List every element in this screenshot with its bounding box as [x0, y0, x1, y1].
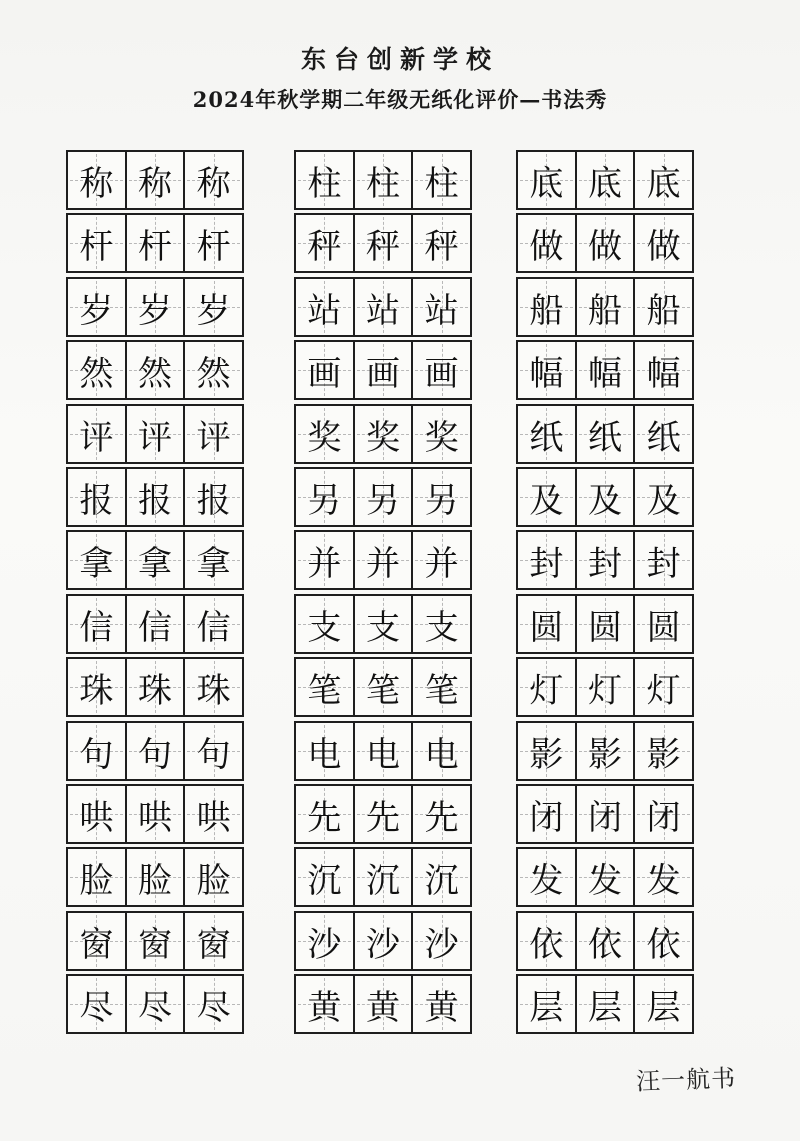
- written-character: 珠: [79, 670, 114, 711]
- written-character: 发: [529, 860, 564, 901]
- practice-cell: [296, 279, 355, 335]
- practice-row: [294, 467, 472, 527]
- written-character: 哄: [79, 797, 114, 838]
- written-character: 黄: [424, 987, 459, 1028]
- practice-row: [516, 911, 694, 971]
- written-character: 秤: [307, 226, 342, 267]
- practice-row: [66, 721, 244, 781]
- written-character: 报: [79, 480, 114, 521]
- written-character: 黄: [307, 987, 342, 1028]
- written-character: 依: [529, 924, 564, 965]
- written-character: 影: [588, 734, 622, 775]
- practice-cell: [355, 849, 414, 905]
- practice-cell: [518, 913, 577, 969]
- written-character: 圆: [588, 607, 622, 648]
- written-character: 岁: [79, 290, 114, 331]
- written-character: 先: [307, 797, 342, 838]
- written-character: 哄: [196, 797, 231, 838]
- practice-cell: [296, 152, 355, 208]
- practice-cell: [577, 976, 636, 1032]
- practice-cell: [518, 596, 577, 652]
- practice-cell: [413, 342, 470, 398]
- practice-cell: [296, 913, 355, 969]
- practice-cell: [127, 786, 186, 842]
- practice-cell: [635, 342, 692, 398]
- practice-cell: [577, 152, 636, 208]
- practice-cell: [635, 406, 692, 462]
- practice-row: [294, 277, 472, 337]
- page-title: 东台创新学校: [300, 45, 499, 74]
- practice-cell: [127, 469, 186, 525]
- practice-cell: [518, 723, 577, 779]
- practice-cell: [127, 596, 186, 652]
- practice-cell: [635, 723, 692, 779]
- written-character: 先: [366, 797, 400, 838]
- practice-row: [66, 340, 244, 400]
- practice-cell: [413, 532, 470, 588]
- practice-row: [66, 467, 244, 527]
- practice-row: [516, 150, 694, 210]
- practice-cell: [185, 913, 242, 969]
- written-character: 灯: [529, 670, 564, 711]
- practice-cell: [577, 913, 636, 969]
- written-character: 底: [529, 163, 564, 204]
- practice-row: [294, 847, 472, 907]
- practice-cell: [68, 469, 127, 525]
- practice-cell: [185, 342, 242, 398]
- practice-row: [294, 974, 472, 1034]
- written-character: 纸: [588, 417, 622, 458]
- practice-cell: [296, 786, 355, 842]
- written-character: 闭: [646, 797, 681, 838]
- written-character: 支: [307, 607, 342, 648]
- practice-cell: [185, 723, 242, 779]
- written-character: 画: [424, 353, 459, 394]
- practice-row: [294, 594, 472, 654]
- practice-cell: [518, 215, 577, 271]
- written-character: 尽: [79, 987, 114, 1028]
- practice-cell: [413, 596, 470, 652]
- practice-row: [516, 784, 694, 844]
- written-character: 岁: [196, 290, 231, 331]
- written-character: 船: [529, 290, 564, 331]
- written-character: 沉: [307, 860, 342, 901]
- practice-cell: [296, 469, 355, 525]
- practice-cell: [413, 849, 470, 905]
- written-character: 柱: [366, 163, 400, 204]
- practice-cell: [296, 532, 355, 588]
- practice-row: [516, 847, 694, 907]
- practice-cell: [127, 849, 186, 905]
- written-character: 尽: [196, 987, 231, 1028]
- practice-row: [66, 277, 244, 337]
- written-character: 称: [138, 163, 172, 204]
- practice-cell: [296, 596, 355, 652]
- practice-cell: [518, 659, 577, 715]
- practice-cell: [185, 596, 242, 652]
- practice-row: [516, 974, 694, 1034]
- practice-row: [516, 657, 694, 717]
- practice-row: [294, 150, 472, 210]
- practice-cell: [635, 596, 692, 652]
- written-character: 船: [646, 290, 681, 331]
- written-character: 窗: [138, 924, 172, 965]
- written-character: 尽: [138, 987, 172, 1028]
- practice-row: [516, 404, 694, 464]
- written-character: 底: [588, 163, 622, 204]
- practice-row: [294, 404, 472, 464]
- practice-row: [66, 784, 244, 844]
- written-character: 黄: [366, 987, 400, 1028]
- written-character: 珠: [138, 670, 172, 711]
- practice-row: [516, 467, 694, 527]
- written-character: 窗: [196, 924, 231, 965]
- practice-row: [66, 847, 244, 907]
- practice-cell: [518, 406, 577, 462]
- written-character: 杆: [79, 226, 114, 267]
- written-character: 岁: [138, 290, 172, 331]
- practice-cell: [68, 913, 127, 969]
- written-character: 电: [366, 734, 400, 775]
- practice-cell: [68, 215, 127, 271]
- written-character: 沉: [366, 860, 400, 901]
- practice-cell: [68, 723, 127, 779]
- written-character: 另: [366, 480, 400, 521]
- written-character: 依: [588, 924, 622, 965]
- written-character: 幅: [646, 353, 681, 394]
- written-character: 影: [529, 734, 564, 775]
- practice-cell: [413, 723, 470, 779]
- practice-row: [66, 911, 244, 971]
- practice-cell: [127, 723, 186, 779]
- written-character: 句: [138, 734, 172, 775]
- practice-row: [294, 911, 472, 971]
- practice-cell: [577, 532, 636, 588]
- written-character: 另: [424, 480, 459, 521]
- written-character: 沙: [307, 924, 342, 965]
- practice-cell: [296, 406, 355, 462]
- practice-cell: [413, 469, 470, 525]
- written-character: 发: [588, 860, 622, 901]
- written-character: 柱: [424, 163, 459, 204]
- written-character: 评: [79, 417, 114, 458]
- practice-cell: [577, 659, 636, 715]
- student-signature: 汪一航书: [635, 1064, 737, 1096]
- written-character: 站: [307, 290, 342, 331]
- practice-cell: [68, 596, 127, 652]
- practice-row: [66, 213, 244, 273]
- practice-cell: [518, 279, 577, 335]
- practice-cell: [577, 723, 636, 779]
- practice-cell: [355, 786, 414, 842]
- written-character: 窗: [79, 924, 114, 965]
- practice-row: [294, 784, 472, 844]
- written-character: 做: [646, 226, 681, 267]
- practice-cell: [635, 913, 692, 969]
- written-character: 层: [588, 987, 622, 1028]
- written-character: 然: [196, 353, 231, 394]
- practice-cell: [518, 342, 577, 398]
- practice-cell: [355, 469, 414, 525]
- written-character: 然: [138, 353, 172, 394]
- practice-cell: [127, 342, 186, 398]
- written-character: 灯: [646, 670, 681, 711]
- written-character: 及: [646, 480, 681, 521]
- practice-cell: [413, 215, 470, 271]
- practice-row: [516, 213, 694, 273]
- practice-cell: [68, 406, 127, 462]
- practice-cell: [577, 215, 636, 271]
- written-character: 先: [424, 797, 459, 838]
- written-character: 影: [646, 734, 681, 775]
- practice-cell: [185, 152, 242, 208]
- written-character: 秤: [424, 226, 459, 267]
- written-character: 然: [79, 353, 114, 394]
- written-character: 及: [588, 480, 622, 521]
- practice-cell: [355, 596, 414, 652]
- practice-cell: [413, 913, 470, 969]
- practice-cell: [296, 659, 355, 715]
- practice-cell: [185, 849, 242, 905]
- practice-cell: [518, 469, 577, 525]
- written-character: 闭: [529, 797, 564, 838]
- practice-cell: [413, 976, 470, 1032]
- written-character: 杆: [196, 226, 231, 267]
- practice-cell: [577, 786, 636, 842]
- practice-row: [66, 974, 244, 1034]
- practice-row: [294, 213, 472, 273]
- written-character: 沙: [366, 924, 400, 965]
- practice-cell: [635, 215, 692, 271]
- written-character: 层: [529, 987, 564, 1028]
- written-character: 依: [646, 924, 681, 965]
- written-character: 笔: [307, 670, 342, 711]
- practice-cell: [635, 469, 692, 525]
- practice-cell: [355, 152, 414, 208]
- written-character: 信: [79, 607, 114, 648]
- practice-cell: [413, 279, 470, 335]
- practice-cell: [355, 913, 414, 969]
- written-character: 纸: [646, 417, 681, 458]
- written-character: 做: [529, 226, 564, 267]
- practice-cell: [68, 532, 127, 588]
- practice-cell: [185, 406, 242, 462]
- practice-row: [516, 530, 694, 590]
- written-character: 脸: [79, 860, 114, 901]
- practice-row: [294, 530, 472, 590]
- practice-cell: [577, 596, 636, 652]
- practice-cell: [296, 342, 355, 398]
- written-character: 沉: [424, 860, 459, 901]
- written-character: 信: [196, 607, 231, 648]
- practice-cell: [355, 723, 414, 779]
- practice-row: [66, 150, 244, 210]
- practice-row: [66, 404, 244, 464]
- practice-cell: [577, 406, 636, 462]
- practice-cell: [296, 215, 355, 271]
- practice-cell: [577, 849, 636, 905]
- practice-cell: [127, 659, 186, 715]
- practice-cell: [355, 532, 414, 588]
- written-character: 句: [79, 734, 114, 775]
- practice-cell: [185, 786, 242, 842]
- practice-cell: [127, 976, 186, 1032]
- written-character: 及: [529, 480, 564, 521]
- written-character: 评: [196, 417, 231, 458]
- written-character: 报: [138, 480, 172, 521]
- practice-cell: [127, 913, 186, 969]
- practice-cell: [185, 976, 242, 1032]
- practice-cell: [185, 279, 242, 335]
- written-character: 笔: [366, 670, 400, 711]
- practice-cell: [518, 152, 577, 208]
- practice-cell: [355, 342, 414, 398]
- practice-row: [516, 340, 694, 400]
- practice-cell: [518, 849, 577, 905]
- written-character: 柱: [307, 163, 342, 204]
- practice-cell: [577, 469, 636, 525]
- written-character: 圆: [646, 607, 681, 648]
- practice-cell: [68, 849, 127, 905]
- written-character: 圆: [529, 607, 564, 648]
- practice-cell: [635, 786, 692, 842]
- practice-cell: [185, 469, 242, 525]
- practice-cell: [355, 279, 414, 335]
- written-character: 脸: [196, 860, 231, 901]
- written-character: 封: [646, 543, 681, 584]
- practice-row: [294, 340, 472, 400]
- written-character: 奖: [366, 417, 400, 458]
- practice-row: [516, 594, 694, 654]
- written-character: 层: [646, 987, 681, 1028]
- written-character: 并: [366, 543, 400, 584]
- practice-cell: [635, 849, 692, 905]
- page-subtitle: 2024年秋学期二年级无纸化评价—书法秀: [192, 87, 608, 112]
- written-character: 信: [138, 607, 172, 648]
- written-character: 底: [646, 163, 681, 204]
- practice-cell: [296, 849, 355, 905]
- practice-cell: [68, 976, 127, 1032]
- written-character: 幅: [588, 353, 622, 394]
- practice-cell: [68, 342, 127, 398]
- written-character: 珠: [196, 670, 231, 711]
- practice-cell: [355, 976, 414, 1032]
- practice-cell: [518, 532, 577, 588]
- written-character: 船: [588, 290, 622, 331]
- written-character: 报: [196, 480, 231, 521]
- practice-cell: [296, 976, 355, 1032]
- practice-cell: [68, 279, 127, 335]
- practice-cell: [413, 406, 470, 462]
- written-character: 画: [307, 353, 342, 394]
- written-character: 幅: [529, 353, 564, 394]
- practice-cell: [635, 279, 692, 335]
- written-character: 句: [196, 734, 231, 775]
- written-character: 支: [366, 607, 400, 648]
- practice-cell: [635, 152, 692, 208]
- written-character: 另: [307, 480, 342, 521]
- practice-row: [516, 721, 694, 781]
- practice-cell: [635, 659, 692, 715]
- written-character: 拿: [196, 543, 231, 584]
- written-character: 画: [366, 353, 400, 394]
- practice-row: [66, 657, 244, 717]
- practice-cell: [127, 215, 186, 271]
- written-character: 并: [424, 543, 459, 584]
- practice-cell: [185, 659, 242, 715]
- written-character: 站: [424, 290, 459, 331]
- written-character: 秤: [366, 226, 400, 267]
- written-character: 称: [79, 163, 114, 204]
- written-character: 电: [307, 734, 342, 775]
- written-character: 闭: [588, 797, 622, 838]
- practice-cell: [355, 406, 414, 462]
- practice-cell: [127, 532, 186, 588]
- practice-row: [66, 530, 244, 590]
- practice-row: [294, 657, 472, 717]
- written-character: 纸: [529, 417, 564, 458]
- practice-cell: [635, 532, 692, 588]
- written-character: 奖: [424, 417, 459, 458]
- practice-cell: [127, 406, 186, 462]
- written-character: 笔: [424, 670, 459, 711]
- practice-cell: [413, 152, 470, 208]
- practice-cell: [518, 786, 577, 842]
- written-character: 评: [138, 417, 172, 458]
- practice-cell: [518, 976, 577, 1032]
- practice-cell: [68, 659, 127, 715]
- written-character: 站: [366, 290, 400, 331]
- written-character: 发: [646, 860, 681, 901]
- written-character: 杆: [138, 226, 172, 267]
- written-character: 电: [424, 734, 459, 775]
- practice-cell: [577, 279, 636, 335]
- written-character: 支: [424, 607, 459, 648]
- written-character: 封: [588, 543, 622, 584]
- practice-cell: [185, 532, 242, 588]
- practice-cell: [577, 342, 636, 398]
- written-character: 并: [307, 543, 342, 584]
- practice-cell: [355, 215, 414, 271]
- practice-cell: [413, 659, 470, 715]
- written-character: 脸: [138, 860, 172, 901]
- written-character: 哄: [138, 797, 172, 838]
- written-character: 封: [529, 543, 564, 584]
- practice-cell: [355, 659, 414, 715]
- practice-cell: [68, 786, 127, 842]
- written-character: 称: [196, 163, 231, 204]
- practice-row: [66, 594, 244, 654]
- written-character: 拿: [79, 543, 114, 584]
- practice-cell: [635, 976, 692, 1032]
- practice-cell: [413, 786, 470, 842]
- practice-cell: [185, 215, 242, 271]
- written-character: 做: [588, 226, 622, 267]
- practice-row: [516, 277, 694, 337]
- practice-cell: [127, 152, 186, 208]
- written-character: 灯: [588, 670, 622, 711]
- written-character: 奖: [307, 417, 342, 458]
- written-character: 拿: [138, 543, 172, 584]
- written-character: 沙: [424, 924, 459, 965]
- practice-row: [294, 721, 472, 781]
- practice-cell: [68, 152, 127, 208]
- practice-cell: [127, 279, 186, 335]
- practice-cell: [296, 723, 355, 779]
